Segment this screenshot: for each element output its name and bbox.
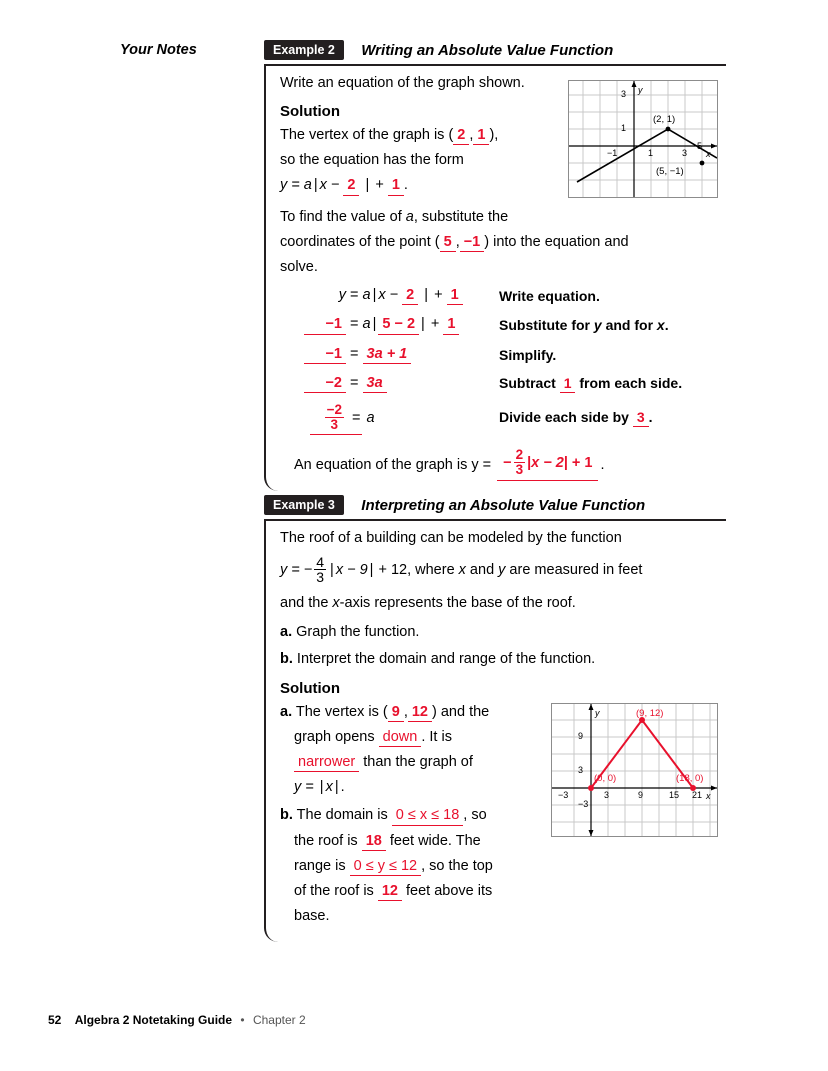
step-2-note-pre: Substitute for [499, 317, 590, 334]
conclusion-pre: An equation of the graph is y = [294, 457, 492, 474]
example-3-solution-label: Solution [280, 679, 340, 697]
answer-a-line1: a. The vertex is ( 9 , 12 ) and the [280, 703, 535, 722]
eq-abs-inner: x − 9 [335, 562, 368, 579]
step-1-h-answer: 2 [402, 288, 418, 305]
item-a-label: a. [280, 624, 293, 641]
step-2-note-end: . [664, 317, 669, 334]
example-3-tick-x21: 21 [692, 790, 703, 800]
step-5-note-post: . [648, 409, 653, 426]
answer-b-height: 12 [378, 884, 402, 901]
example-3-graph-svg [552, 704, 717, 836]
example-2-tick-x5: 5 [697, 141, 703, 151]
answer-b-line2-pre: the roof is [294, 832, 358, 849]
example-2-find-a-line2: coordinates of the point ( 5 , −1 ) into the equation and [280, 233, 726, 252]
step-3-note: Simplify. [499, 346, 557, 363]
example-3-intro2: and the x-axis represents the base of the roof. [280, 595, 576, 612]
example-3-point-label-end: (18, 0) [676, 773, 704, 784]
answer-b-width: 18 [362, 834, 386, 851]
parent-abs-left: | [319, 779, 324, 796]
answer-b-line3-pre: range is [294, 857, 346, 874]
footer-book-title: Algebra 2 Notetaking Guide [74, 1013, 233, 1027]
item-b-text: Interpret the domain and range of the function. [296, 651, 596, 668]
example-3-graph [551, 703, 718, 837]
step-5-note-pre: Divide each side by [499, 409, 629, 426]
answer-a-opens-direction: down [379, 730, 422, 747]
example-2-find-a-line1: To find the value of a, substitute the [280, 208, 509, 225]
form-eq-h-answer: 2 [343, 178, 359, 195]
conclusion-plus-k: + 1 [571, 454, 593, 471]
footer-page-number: 52 [48, 1013, 62, 1027]
example-2-graph-x-label: x [706, 149, 711, 159]
answer-b-domain: 0 ≤ x ≤ 18 [392, 808, 463, 825]
answer-a-line3-post: than the graph of [363, 753, 473, 770]
step-row-5 [304, 404, 726, 432]
form-eq-plus: + [375, 177, 384, 194]
answer-a-line3 [280, 753, 535, 772]
vertex-comma: , [469, 127, 474, 144]
step-5-answer-underline [310, 434, 362, 435]
step-5-fraction [325, 403, 344, 431]
step-2-equation: −1 = a | 5 − 2 | + 1 [304, 316, 499, 334]
step-1-lhs: y [338, 287, 346, 304]
step-2-note [499, 317, 669, 333]
example-3-tick-y3: 3 [578, 765, 584, 775]
answer-b-label: b. [280, 807, 293, 824]
point-y-answer: −1 [460, 235, 485, 252]
example-2-graph [568, 80, 718, 198]
form-eq-k-answer: 1 [388, 178, 404, 195]
answer-a-opens-post: . It is [421, 728, 452, 745]
example-3-intro1: The roof of a building can be modeled by the function [280, 530, 622, 546]
step-2-k-answer: 1 [443, 317, 459, 334]
step-2-note-y: y [593, 317, 602, 334]
step-2-plus: + [430, 316, 440, 333]
example-2-tick-xm1: −1 [607, 148, 618, 158]
example-3-item-b [280, 650, 726, 669]
example-3-function-equation [280, 556, 726, 585]
step-4-note-value: 1 [560, 376, 576, 393]
conclusion-abs-left: | [527, 454, 532, 471]
step-4-note-pre: Subtract [499, 375, 556, 392]
step-4-note-post: from each side. [579, 375, 683, 392]
your-notes-label: Your Notes [120, 42, 197, 58]
example-2-header [264, 40, 726, 62]
example-2-tick-x1: 1 [648, 148, 654, 158]
footer-chapter: Chapter 2 [252, 1013, 306, 1027]
example-3-tick-ym3: −3 [578, 799, 589, 809]
step-4-equation: −2 = 3a [304, 375, 499, 393]
answer-b-line3-post: , so the top [421, 857, 493, 874]
conclusion-sign: − [503, 454, 512, 471]
answer-a-label: a. [280, 703, 293, 720]
answer-b-line2-post: feet wide. The [389, 832, 481, 849]
point-x-answer: 5 [440, 235, 456, 252]
step-5-note [499, 409, 653, 427]
step-1-k-answer: 1 [447, 288, 463, 305]
step-2-lhs-answer: −1 [304, 317, 346, 334]
find-a-post: ) into the equation and [484, 233, 629, 250]
vertex-text-pre: The vertex of the graph is ( [280, 127, 454, 144]
example-3-graph-y-label: y [595, 708, 600, 718]
step-2-a: a [362, 316, 371, 333]
answer-b-line2 [280, 832, 535, 851]
step-1-bar-left: | [372, 287, 377, 304]
step-2-inner-answer: 5 − 2 [378, 317, 419, 334]
form-eq-prefix: y = a [280, 177, 312, 194]
example-3-tag: Example 3 [264, 495, 344, 515]
eq-numerator: 4 [316, 554, 325, 571]
example-2-find-a-line3: solve. [280, 259, 318, 276]
answer-b-pre: The domain is [296, 807, 388, 824]
step-5-numerator: −2 [326, 402, 342, 418]
footer-separator: • [240, 1013, 245, 1027]
answer-b-line4-pre: of the roof is [294, 882, 374, 899]
example-2-graph-y-label: y [638, 85, 643, 95]
example-3-item-a [280, 623, 726, 642]
answer-a-parent-fn: y = [294, 779, 318, 796]
parent-abs-right: | [334, 779, 339, 796]
example-2-solution-label: Solution [280, 103, 340, 121]
eq-tail: + 12, where x and y are measured in feet [378, 562, 643, 579]
example-2-steps [304, 287, 726, 435]
step-3-rhs-answer: 3a + 1 [363, 347, 412, 364]
conclusion-denominator: 3 [515, 461, 524, 477]
step-5-rhs: a [366, 410, 375, 427]
example-3-header [264, 495, 726, 517]
answer-b-line4-post: feet above its [406, 882, 493, 899]
answer-a-vertex-x: 9 [388, 705, 404, 722]
example-3-tick-y9: 9 [578, 731, 584, 741]
eq-denominator: 3 [316, 569, 325, 586]
answer-a-line4: y = | x | . [280, 778, 535, 797]
answer-a-post: ) and the [431, 703, 490, 720]
form-eq-period: . [403, 177, 408, 194]
item-b-label: b. [280, 651, 293, 668]
example-2-prompt: Write an equation of the graph shown. [280, 75, 525, 91]
conclusion-end: . [600, 457, 605, 474]
example-2-title: Writing an Absolute Value Function [361, 41, 614, 59]
vertex-text-post: ), [489, 127, 499, 144]
item-a-text: Graph the function. [296, 624, 420, 641]
step-4-note [499, 375, 682, 393]
example-2-point-label-vertex: (2, 1) [653, 114, 676, 125]
parent-abs-inner: x [325, 779, 333, 796]
example-2-form-line: so the equation has the form [280, 152, 464, 169]
answer-a-pre: The vertex is ( [295, 703, 388, 720]
conclusion-fraction [514, 448, 526, 476]
eq-prefix: y = − [280, 562, 313, 579]
page-footer [48, 1013, 306, 1027]
step-2-note-and: and for [605, 317, 654, 334]
example-3-tick-x15: 15 [669, 790, 680, 800]
vertex-y-answer: 1 [473, 128, 489, 145]
answer-b-range: 0 ≤ y ≤ 12 [350, 859, 421, 876]
step-row-3 [304, 346, 726, 364]
example-2-tick-y3: 3 [621, 89, 627, 99]
example-2-graph-svg [569, 81, 717, 197]
find-a-pre: coordinates of the point ( [280, 233, 440, 250]
answer-b-line4 [280, 882, 535, 901]
answer-a-vertex-y: 12 [408, 705, 432, 722]
step-3-lhs-answer: −1 [304, 347, 346, 364]
answer-b-line3 [280, 857, 535, 876]
answer-a-line2 [280, 728, 535, 747]
answer-a-narrower: narrower [294, 755, 359, 772]
step-5-note-value: 3 [633, 410, 649, 427]
conclusion-answer [497, 449, 598, 481]
step-row-1 [304, 287, 726, 305]
example-3-graph-x-label: x [706, 791, 711, 801]
step-1-plus: + [434, 287, 443, 304]
eq-abs-left: | [330, 562, 334, 579]
example-2-tag: Example 2 [264, 40, 344, 60]
conclusion-numerator: 2 [515, 447, 524, 463]
example-2-point-label-second: (5, −1) [656, 166, 684, 177]
abs-bar-left: | [313, 177, 318, 194]
example-3-point-label-origin: (0, 0) [594, 773, 617, 784]
form-eq-x-minus: x − [319, 177, 340, 194]
example-2-conclusion [294, 449, 726, 481]
step-5-denominator: 3 [325, 417, 344, 432]
step-2-bar-left: | [372, 316, 377, 333]
example-3-point-label-vertex: (9, 12) [636, 708, 664, 719]
step-1-equation: y = a | x − 2 | + 1 [304, 287, 499, 305]
step-2-note-x: x [656, 317, 665, 334]
step-row-2 [304, 316, 726, 334]
step-5-equation [304, 404, 499, 432]
answer-b-post: , so [463, 807, 487, 824]
answer-b-line1 [280, 806, 535, 825]
example-3-tick-xm3: −3 [558, 790, 569, 800]
eq-abs-right: | [369, 562, 374, 579]
find-a-variable: a [405, 208, 414, 225]
conclusion-abs-right: | [563, 454, 568, 471]
step-4-rhs-answer: 3a [363, 376, 387, 393]
answer-b-line5: base. [294, 908, 330, 925]
example-3-tick-x3: 3 [604, 790, 610, 800]
step-4-lhs-answer: −2 [304, 376, 346, 393]
step-1-bar-right: | [424, 287, 429, 304]
conclusion-inner: x − 2 [531, 454, 564, 471]
step-3-equation: −1 = 3a + 1 [304, 346, 499, 364]
example-2-tick-y1: 1 [621, 123, 627, 133]
step-5-lhs [304, 404, 346, 432]
step-2-bar-right: | [421, 316, 425, 333]
vertex-x-answer: 2 [453, 128, 469, 145]
step-1-a: a [362, 287, 371, 304]
x-axis-italic: x [332, 595, 340, 612]
eq-fraction [314, 555, 326, 584]
answer-a-opens-pre: graph opens [294, 728, 375, 745]
example-3-tick-x9: 9 [638, 790, 644, 800]
example-3-answer-a [280, 703, 535, 927]
step-5-equals: = [352, 410, 361, 427]
example-3-title: Interpreting an Absolute Value Function [361, 496, 646, 514]
step-1-note: Write equation. [499, 288, 600, 305]
step-row-4 [304, 375, 726, 393]
abs-bar-right: | [365, 177, 370, 194]
example-2-tick-x3: 3 [682, 148, 688, 158]
step-1-x: x − [378, 287, 399, 304]
